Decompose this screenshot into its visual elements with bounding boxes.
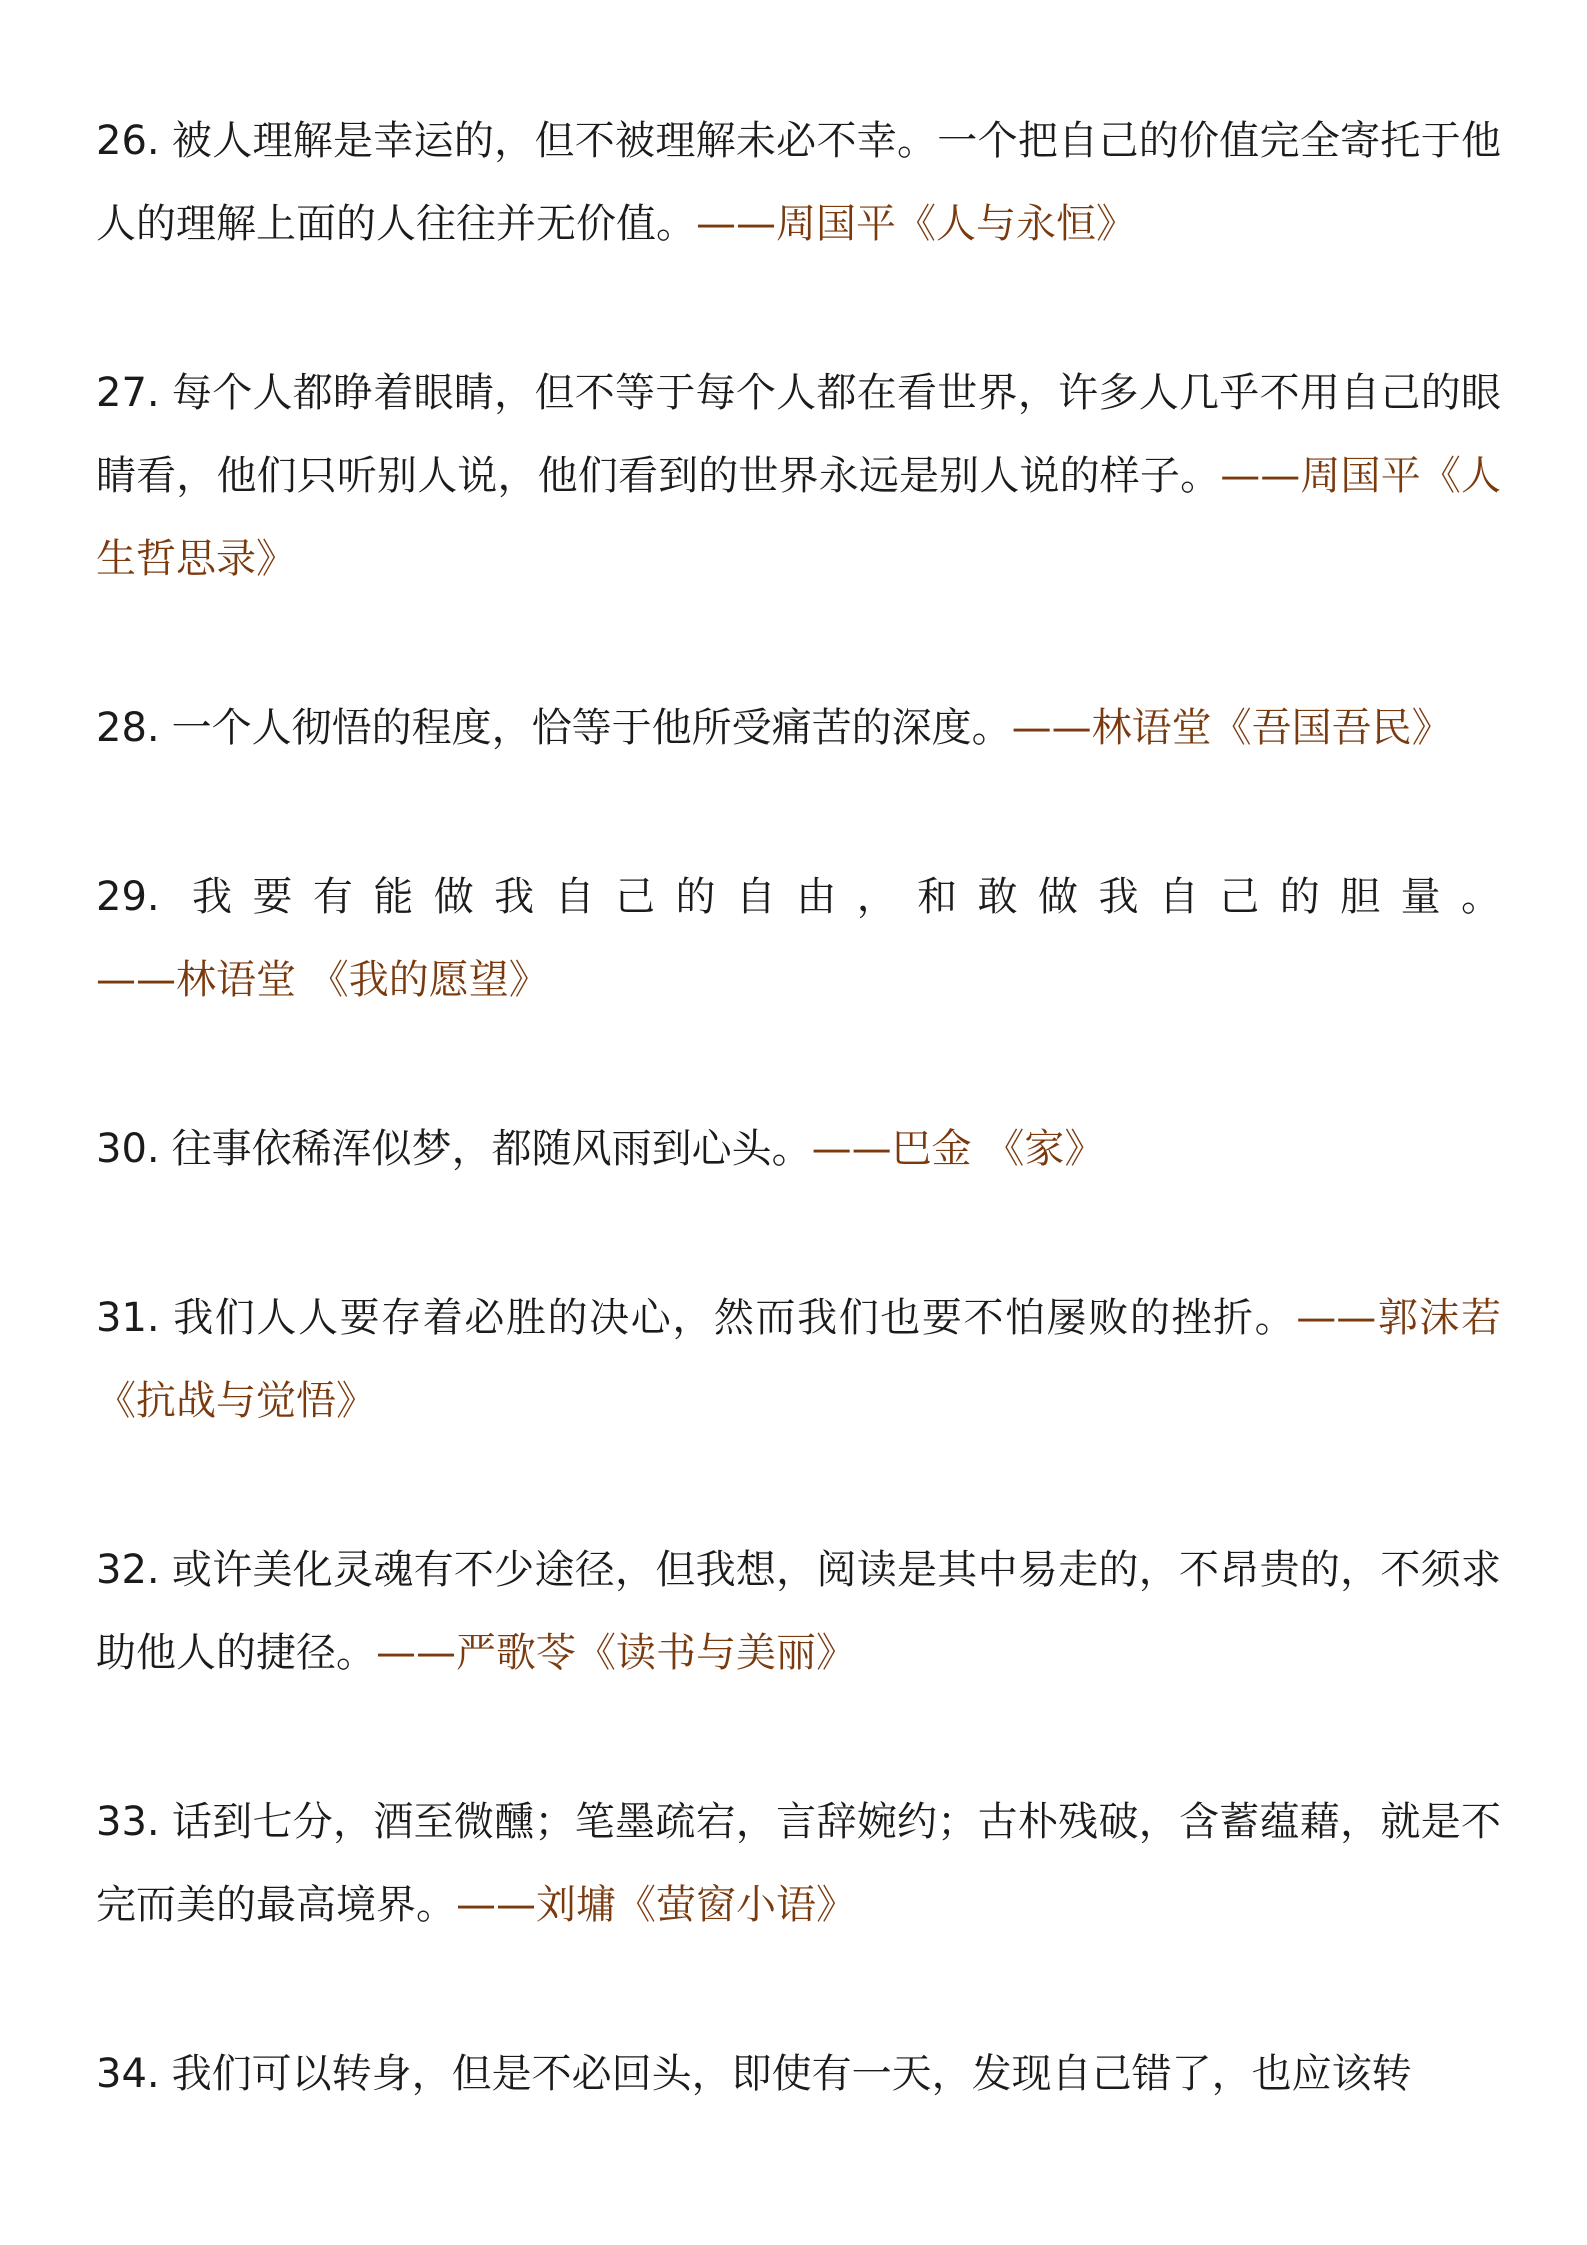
quote-text: 我们可以转身，但是不必回头，即使有一天，发现自己错了，也应该转 [171, 2051, 1412, 2097]
quote-source: ——林语堂 《我的愿望》 [96, 957, 549, 1003]
quote-number: 29. [96, 874, 160, 920]
quote-item [96, 2033, 1501, 2116]
quote-item [96, 687, 1501, 770]
quote-source: ——巴金 《家》 [811, 1126, 1105, 1172]
quote-item [96, 1108, 1501, 1191]
quote-item [96, 1277, 1501, 1443]
quote-source: ——郭沫若《抗战与觉悟》 [96, 1295, 1502, 1424]
quote-source: ——周国平《人与永恒》 [696, 201, 1136, 247]
quote-list [96, 100, 1501, 2202]
quote-number: 31. [96, 1295, 160, 1341]
quote-source: ——林语堂《吾国吾民》 [1011, 705, 1452, 751]
quote-text: 我要有能做我自己的自由，和敢做我自己的胆量。 [171, 874, 1501, 920]
quote-text: 我们人人要存着必胜的决心，然而我们也要不怕屡败的挫折。 [171, 1295, 1297, 1341]
quote-text: 或许美化灵魂有不少途径，但我想，阅读是其中易走的，不昂贵的，不须求助他人的捷径。 [96, 1547, 1501, 1676]
quote-source: ——严歌苓《读书与美丽》 [376, 1630, 856, 1676]
quote-item [96, 1781, 1501, 1947]
quote-number: 28. [96, 705, 160, 751]
quote-item [96, 100, 1501, 266]
quote-item [96, 1529, 1501, 1695]
quote-number: 27. [96, 370, 160, 416]
quote-item [96, 856, 1501, 1022]
quote-text: 一个人彻悟的程度，恰等于他所受痛苦的深度。 [171, 705, 1012, 751]
quote-number: 26. [96, 118, 160, 164]
quote-source: ——刘墉《萤窗小语》 [456, 1882, 856, 1928]
quote-source: ——周国平《人生哲思录》 [96, 453, 1502, 582]
quote-text: 被人理解是幸运的，但不被理解未必不幸。一个把自己的价值完全寄托于他人的理解上面的人往往并无价值。 [96, 118, 1501, 247]
quote-text: 话到七分，酒至微醺；笔墨疏宕，言辞婉约；古朴残破，含蓄蕴藉，就是不完而美的最高境界。 [96, 1799, 1501, 1928]
quote-number: 32. [96, 1547, 160, 1593]
quote-number: 34. [96, 2051, 160, 2097]
quote-item [96, 352, 1501, 601]
quote-text: 往事依稀浑似梦，都随风雨到心头。 [171, 1126, 812, 1172]
quote-number: 30. [96, 1126, 160, 1172]
quote-text: 每个人都睁着眼睛，但不等于每个人都在看世界，许多人几乎不用自己的眼睛看，他们只听别人说，他们看到的世界永远是别人说的样子。 [96, 370, 1501, 499]
quote-number: 33. [96, 1799, 160, 1845]
